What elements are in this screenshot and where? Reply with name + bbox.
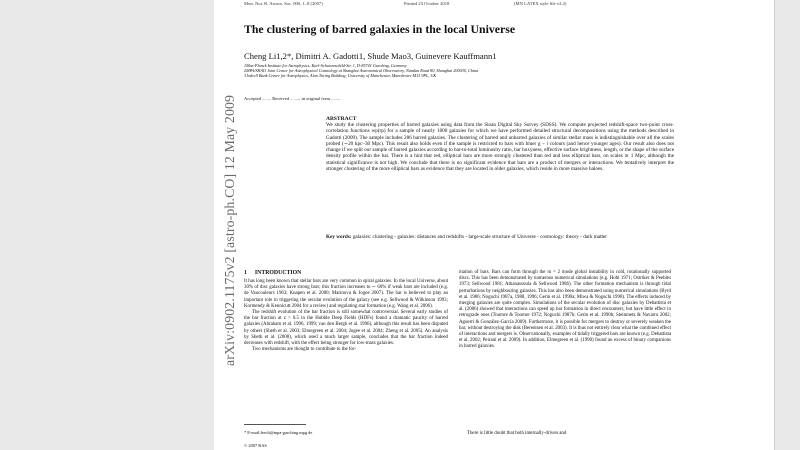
affiliation-2: 2MPA/SHAO Joint Center for Astrophysical Cosmology at Shanghai Astronomical Observatory, Nandan Road 80, Shanghai 200030, China <box>244 68 479 73</box>
keywords <box>326 234 674 240</box>
abstract-heading: ABSTRACT <box>326 116 357 122</box>
section-number: 1 <box>244 270 247 276</box>
running-header-printed: Printed 23 October 2018 <box>404 1 450 6</box>
viewer-background-left <box>0 0 214 450</box>
section-heading <box>244 270 309 276</box>
section-title: INTRODUCTION <box>254 270 302 276</box>
viewer-background-right <box>775 0 800 450</box>
affiliation-1: 1Max-Planck Institute for Astrophysics, Karl-Schwarzschild-Str. 1, D-85741 Garching, Germany <box>244 63 407 68</box>
keywords-label: Key words: <box>326 234 352 240</box>
paper-title: The clustering of barred galaxies in the local Universe <box>244 22 516 36</box>
running-header-style: (MN LATEX style file v2.2) <box>514 1 567 6</box>
keywords-text: galaxies: clustering - galaxies: distances and redshifts - large-scale structure of Universe - cosmology: theory - dark matter <box>352 234 607 240</box>
paragraph-start: There is little doubt that both internally-driven and <box>467 431 567 436</box>
running-header-journal: Mon. Not. R. Astron. Soc. 000, 1–8 (2007) <box>244 1 323 6</box>
arxiv-stamp: arXiv:0902.1175v2 [astro-ph.CO] 12 May 2009 <box>222 94 237 366</box>
right-column <box>459 270 671 351</box>
footnote-rule <box>244 424 306 425</box>
copyright: © 2007 RAS <box>244 443 267 448</box>
paragraph: It has long been known that stellar bars are very common in spiral galaxies. In the local Universe, about 30% of disc galaxies have strong bars; this fraction increases to ∼ 60% if weak bars are included (e.g. de Vaucouleurs 1963; Knapen et al. 2000; Marinova & Jogee 2007). The bar is believed to play an important role in triggering the secular evolution of the galaxy (see e.g. Sellwood & Wilkinson 1993; Kormendy & Kennicutt 2004 for a review) and regulating star formation (e.g. Wang et al. 2006). <box>244 279 448 309</box>
abstract-body: We study the clustering properties of barred galaxies using data from the Sloan Digital Sky Survey (SDSS). We compute projected redshift-space two-point cross-correlation functions wp(rp) for a sample of nearly 1000 galaxies for which we have performed detailed structural decompositions using the methods described in Gadotti (2009). The sample includes 286 barred galaxies. The clustering of barred and unbarred galaxies of similar stellar mass is indistinguishable over all the scales probed (∼20 kpc–30 Mpc). This result also holds even if the sample is restricted to bars with bluer g − i colours (and hence younger ages). Our result also does not change if we split our sample of barred galaxies according to bar-to-total luminosity ratio, bar boxyness, effective surface brightness, length, or the shape of the surface density profile within the bar. There is a hint that red, elliptical bars are more strongly clustered than red and less elliptical bars, on scales ≳ 1 Mpc, although the statistical significance is not high. We conclude that there is no significant evidence that bars are a product of mergers or interactions. We tentatively interpret the stronger clustering of the more elliptical bars as evidence that they are located in older galaxies, which reside in more massive haloes. <box>326 122 674 173</box>
paragraph: mation of bars. Bars can form through the m = 2 mode global instability in cold, rotationally supported discs. This has been demonstrated by numerous numerical simulations (e.g. Hohl 1971; Ostriker & Peebles 1973; Sellwood 1981; Athanassoula & Sellwood 1986). The other formation mechanism is through tidal perturbations by neighbouring galaxies. This has also been demonstrated using numerical simulations (Byrd et al. 1986; Noguchi 1987a, 1988, 1996; Gerin et al. 1990a; Miwa & Noguchi 1998). The effects induced by merging galaxies are quite complex. Simulations of the secular evolution of disc galaxies by Debattista et al. (2006) showed that interactions can speed up bar formation in direct encounters, but have little effect in retrograde ones (Toomre & Toomre 1972; Noguchi 1987b; Gerin et al. 1990b; Steinmetz & Navarro 2002; Aguerri & González-García 2009). Furthermore, it is possible for mergers to destroy or severely weaken the bar, without destroying the disk (Berentsen et al. 2003). It is thus not entirely clear what the combined effect of interactions and mergers is. Observationally, examples of tidally triggered bars are known (e.g. Debattista et al. 2002; Peirani et al. 2009). In addition, Elmegreen et al. (1990) found an excess of binary companions in barred galaxies. <box>459 270 671 350</box>
paragraph: Two mechanisms are thought to contribute to the for- <box>252 347 357 353</box>
footnote-email: * E-mail:leech@mpa-garching.mpg.de <box>244 430 313 435</box>
author-list: Cheng Li1,2*, Dimitri A. Gadotti1, Shude Mao3, Guinevere Kauffmann1 <box>244 51 497 61</box>
left-column <box>244 279 448 353</box>
paper-page <box>214 0 775 450</box>
accepted-line: Accepted ........ Received ........; in original form ........ <box>244 96 341 101</box>
paragraph: The redshift evolution of the bar fraction is still somewhat controversial. Several early studies of the bar fraction at z > 0.5 in the Hubble Deep Fields (HDFs) found a dramatic paucity of barred galaxies (Abraham et al. 1996, 1999; van den Bergh et al. 1996), although this result has been disputed by others (Sheth et al. 2003; Elmegreen et al. 2004; Jogee et al. 2004; Zheng et al. 2005). An analysis by Sheth et al. (2008), which used a much larger sample, concludes that the bar fraction indeed decreases with redshift, with the effect being stronger for low-mass galaxies. <box>244 310 448 347</box>
affiliation-3: 3Jodrell Bank Centre for Astrophysics, Alan Turing Building, University of Manchester, Manchester M13 9PL, UK <box>244 73 437 78</box>
